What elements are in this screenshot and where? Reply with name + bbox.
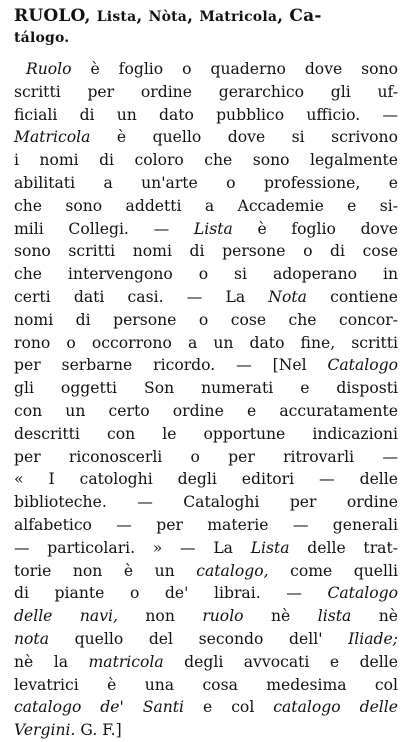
italic-term: Matricola xyxy=(14,128,91,147)
text-run: quello del secondo dell' xyxy=(49,629,349,648)
text-run: rono o occorrono a un dato fine, scritti xyxy=(14,333,398,352)
heading-separator: , Ca- xyxy=(277,6,322,26)
text-line xyxy=(14,537,398,560)
italic-term: Lista xyxy=(250,538,290,557)
text-run: nè xyxy=(351,607,398,626)
italic-term: Catalogo xyxy=(327,356,398,375)
heading-word-matricola: Matricola xyxy=(199,9,278,25)
italic-term: delle navi, xyxy=(14,607,118,626)
italic-term: catalogo, xyxy=(196,561,269,580)
text-run: levatrici è una cosa medesima col xyxy=(14,675,398,694)
heading-separator: , xyxy=(136,6,149,26)
text-run: certi dati casi. — La xyxy=(14,287,269,306)
text-run: con un certo ordine e accuratamente xyxy=(14,401,398,420)
text-line xyxy=(14,651,398,674)
text-run: per serbarne ricordo. — [Nel xyxy=(14,356,328,375)
text-line xyxy=(14,377,398,400)
text-line xyxy=(14,696,398,719)
italic-term: catalogo de' Santi xyxy=(14,698,185,717)
text-run: che intervengono o si adoperano in xyxy=(14,265,398,284)
italic-term: Nota xyxy=(268,287,307,306)
entry-heading-line-2: tálogo. xyxy=(14,30,70,46)
text-run: è foglio dove xyxy=(232,219,398,238)
text-run: torie non è un xyxy=(14,561,197,580)
text-line xyxy=(14,126,398,149)
italic-term: Vergini. xyxy=(14,721,76,740)
entry-heading-line-1 xyxy=(14,6,398,28)
text-run: scritti per ordine gerarchico gli uf- xyxy=(14,82,398,101)
text-run: è quello dove si scrivono xyxy=(90,128,398,147)
text-run: per riconoscerli o per ritrovarli — xyxy=(14,447,398,466)
italic-term: Ruolo xyxy=(26,60,72,78)
text-run: è foglio o quaderno dove sono xyxy=(71,60,398,78)
heading-separator: , xyxy=(187,6,200,26)
text-run: nè la xyxy=(14,652,89,671)
text-line xyxy=(14,468,398,491)
text-line xyxy=(14,674,398,697)
text-line xyxy=(14,605,398,628)
text-line xyxy=(14,582,398,605)
text-run: ficiali di un dato pubblico ufficio. — xyxy=(14,105,398,124)
text-line xyxy=(14,81,398,104)
text-run: i nomi di coloro che sono legalmente xyxy=(14,151,398,170)
heading-word-nota: Nòta xyxy=(148,9,188,25)
text-line xyxy=(14,423,398,446)
text-line xyxy=(14,332,398,355)
text-line xyxy=(14,446,398,469)
text-line xyxy=(14,263,398,286)
text-run: nomi di persone o cose che concor- xyxy=(14,310,398,329)
heading-word-ruolo: RUOLO, xyxy=(14,6,97,26)
text-run: abilitati a un'arte o professione, e xyxy=(14,173,398,192)
text-line xyxy=(14,400,398,423)
text-run: « I catologhi degli editori — delle xyxy=(14,470,398,489)
text-run: sono scritti nomi di persone o di cose xyxy=(14,242,398,261)
text-run: gli oggetti Son numerati e disposti xyxy=(14,379,398,398)
text-line xyxy=(14,354,398,377)
text-run: non xyxy=(117,607,203,626)
text-run: di piante o de' librai. — xyxy=(14,584,328,603)
text-run: delle trat- xyxy=(289,538,398,557)
text-run: biblioteche. — Cataloghi per ordine xyxy=(14,493,398,512)
heading-word-lista: Lista xyxy=(96,9,137,25)
entry-body xyxy=(14,58,398,742)
text-line xyxy=(14,218,398,241)
text-line xyxy=(14,240,398,263)
italic-term: catalogo delle xyxy=(273,698,398,717)
text-line xyxy=(14,491,398,514)
italic-term: Iliade; xyxy=(348,629,398,648)
text-run: descritti con le opportune indicazioni xyxy=(14,424,398,443)
italic-term: ruolo xyxy=(202,607,244,626)
text-run: nè xyxy=(243,607,318,626)
italic-term: Catalogo xyxy=(327,584,398,603)
text-run: contiene xyxy=(306,287,398,306)
text-run: G. F.] xyxy=(75,721,122,740)
text-run: come quelli xyxy=(268,561,398,580)
text-line xyxy=(14,58,398,81)
text-run: e col xyxy=(184,698,274,717)
text-run: degli avvocati e delle xyxy=(163,652,398,671)
text-run: — particolari. » — La xyxy=(14,538,251,557)
italic-term: lista xyxy=(317,607,352,626)
italic-term: nota xyxy=(14,629,49,648)
text-line xyxy=(14,560,398,583)
text-line xyxy=(14,628,398,651)
text-line xyxy=(14,286,398,309)
text-line xyxy=(14,172,398,195)
text-run: mili Collegi. — xyxy=(14,219,194,238)
text-line xyxy=(14,149,398,172)
text-run: alfabetico — per materie — generali xyxy=(14,515,398,534)
text-line xyxy=(14,514,398,537)
text-run: che sono addetti a Accademie e si- xyxy=(14,196,398,215)
italic-term: Lista xyxy=(193,219,233,238)
text-line xyxy=(14,309,398,332)
text-line xyxy=(14,104,398,127)
text-line xyxy=(14,195,398,218)
text-line xyxy=(14,719,398,742)
entry-heading xyxy=(14,6,398,49)
italic-term: matricola xyxy=(88,652,164,671)
